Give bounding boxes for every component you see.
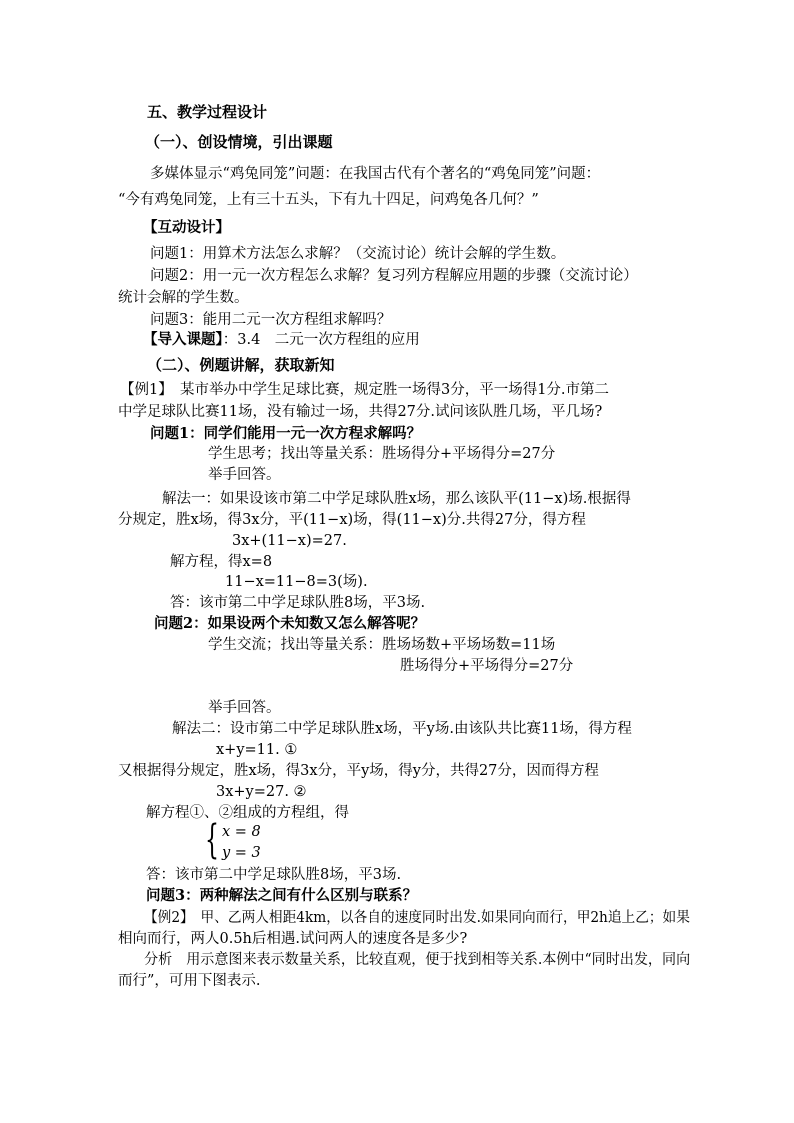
problem-2-exchange-1: 学生交流；找出等量关系：胜场场数+平场场数=11场 — [208, 637, 556, 653]
topic-text: ：3.4 二元一次方程组的应用 — [222, 332, 420, 348]
solution-1-calc: 11−x=11−8=3(场). — [225, 574, 368, 590]
example-1-line-1: 【例1】 某市举办中学生足球比赛，规定胜一场得3分，平一场得1分.市第二 — [120, 382, 610, 398]
example-1-line-2: 中学足球队比赛11场，没有输过一场，共得27分.试问该队胜几场，平几场? — [118, 404, 603, 420]
problem-1-question: 问题1：同学们能用一元一次方程求解吗？ — [150, 425, 422, 442]
topic-line — [143, 330, 420, 350]
analysis-line-2: 而行”，可用下图表示. — [118, 973, 261, 989]
intro-line-2: “今有鸡兔同笼，上有三十五头，下有九十四足，问鸡兔各几何？” — [118, 192, 539, 208]
solution-2-answer: 答：该市第二中学足球队胜8场，平3场. — [146, 867, 402, 883]
system-brace: { — [205, 817, 219, 863]
question-3: 问题3：能用二元一次方程组求解吗？ — [150, 312, 392, 328]
example-2-line-1: 【例2】 甲、乙两人相距4km，以各自的速度同时出发.如果同向而行，甲2h追上乙；如果 — [144, 910, 690, 926]
question-2-line-1: 问题2：用一元一次方程怎么求解？复习列方程解应用题的步骤（交流讨论） — [150, 268, 638, 284]
problem-1-raise: 举手回答。 — [208, 467, 281, 483]
question-1: 问题1：用算术方法怎么求解？（交流讨论）统计会解的学生数。 — [150, 246, 566, 262]
solution-1-line-2: 分规定，胜x场，得3x分，平(11−x)场，得(11−x)分.共得27分，得方程 — [118, 512, 586, 528]
topic-label: 【导入课题】 — [143, 331, 223, 348]
problem-2-question: 问题2：如果设两个未知数又怎么解答呢？ — [154, 615, 426, 632]
solution-2-line-3: 解方程①、②组成的方程组，得 — [146, 805, 349, 821]
problem-2-raise: 举手回答。 — [208, 700, 281, 716]
solution-2-line-2: 又根据得分规定，胜x场，得3x分，平y场，得y分，共得27分，因而得方程 — [118, 763, 599, 779]
solution-2-line-1: 解法二：设市第二中学足球队胜x场，平y场.由该队共比赛11场，得方程 — [172, 721, 632, 737]
problem-3-question: 问题3：两种解法之间有什么区别与联系？ — [146, 887, 418, 904]
section-title: 五、教学过程设计 — [147, 103, 268, 121]
system-y: y = 3 — [222, 845, 261, 861]
problem-2-exchange-2: 胜场得分+平场得分=27分 — [400, 658, 574, 674]
problem-1-think: 学生思考；找出等量关系：胜场得分+平场得分=27分 — [208, 446, 556, 462]
part2-heading: （二）、例题讲解，获取新知 — [147, 356, 335, 374]
system-x: x = 8 — [222, 824, 261, 840]
analysis-line-1: 分析 用示意图来表示数量关系，比较直观，便于找到相等关系.本例中“同时出发，同向 — [144, 952, 691, 968]
solution-1-line-1: 解法一：如果设该市第二中学足球队胜x场，那么该队平(11−x)场.根据得 — [162, 491, 631, 507]
part1-heading: （一）、创设情境，引出课题 — [145, 133, 333, 151]
question-2-line-2: 统计会解的学生数。 — [118, 290, 249, 306]
solution-1-answer: 答：该市第二中学足球队胜8场，平3场. — [170, 595, 426, 611]
interactive-label: 【互动设计】 — [143, 219, 230, 236]
solution-2-equation-1: x+y=11. ① — [216, 742, 298, 758]
solution-1-equation: 3x+(11−x)=27. — [232, 533, 347, 549]
solution-2-equation-2: 3x+y=27. ② — [216, 784, 307, 800]
intro-line-1: 多媒体显示“鸡兔同笼”问题：在我国古代有个著名的“鸡兔同笼”问题： — [150, 166, 601, 182]
solution-1-solve: 解方程，得x=8 — [170, 554, 273, 570]
example-2-line-2: 相向而行，两人0.5h后相遇.试问两人的速度各是多少? — [118, 931, 468, 947]
